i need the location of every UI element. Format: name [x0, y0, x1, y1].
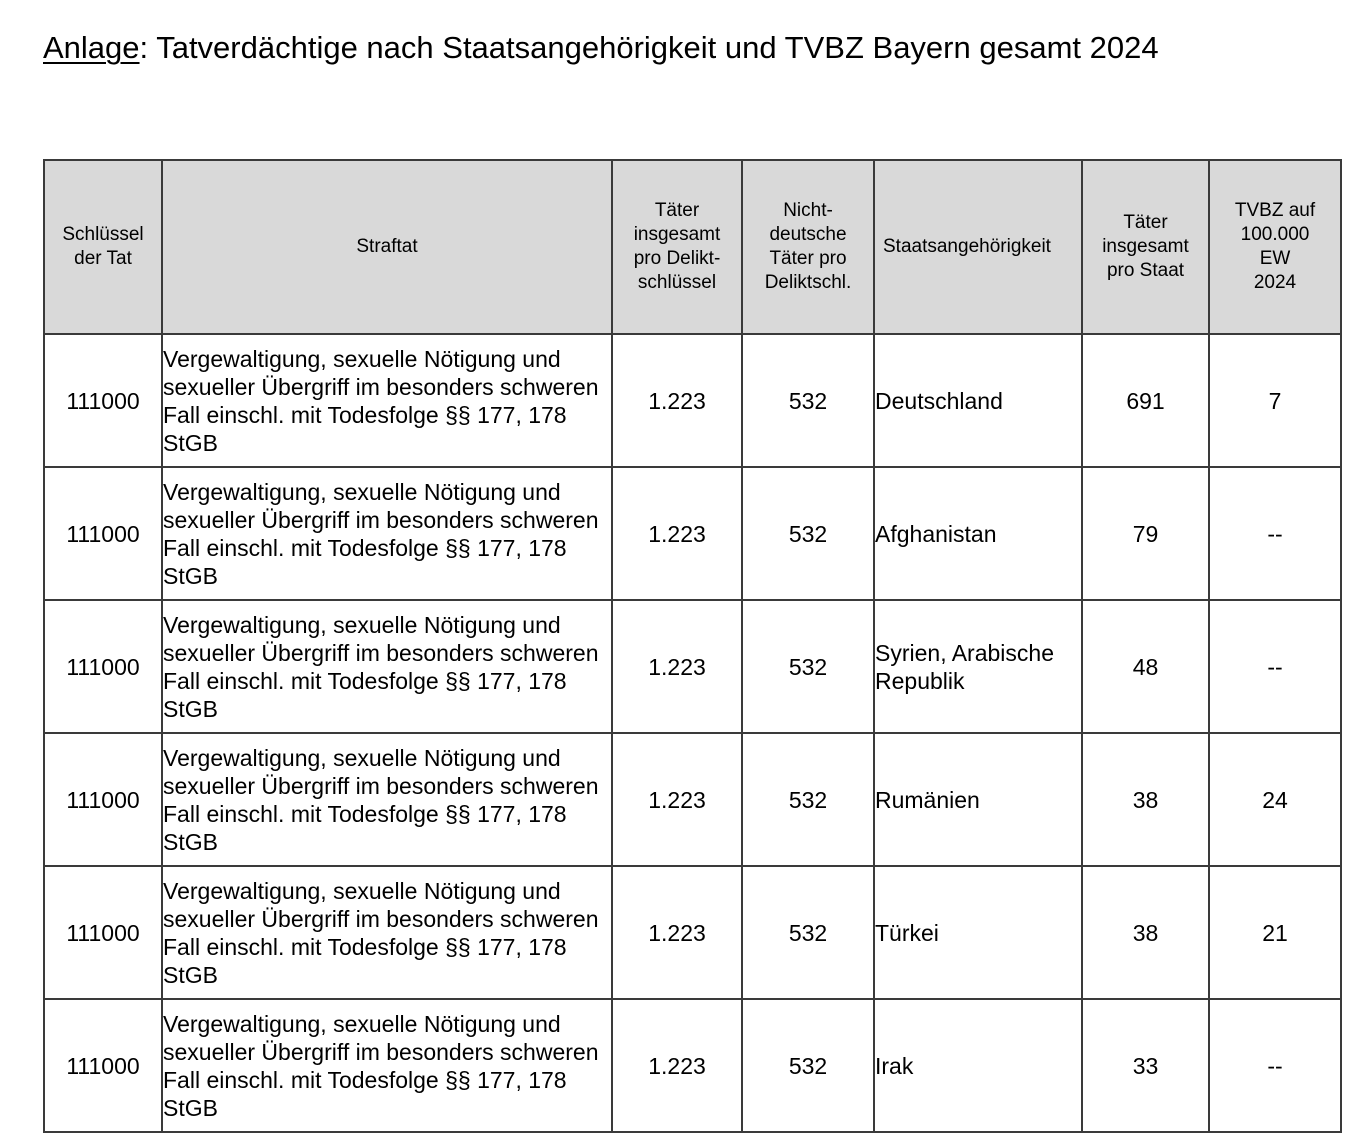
page-title: [43, 28, 1159, 68]
cell-key: 111000: [44, 999, 162, 1132]
header-total-per-state: Täter insgesamt pro Staat: [1082, 160, 1209, 334]
cell-total-per-key: 1.223: [612, 600, 742, 733]
cell-non-german: 532: [742, 334, 874, 467]
table-row: [44, 600, 1341, 733]
table-row: [44, 999, 1341, 1132]
cell-key: 111000: [44, 334, 162, 467]
cell-total-per-state: 38: [1082, 866, 1209, 999]
header-offense: Straftat: [162, 160, 612, 334]
cell-tvbz: 24: [1209, 733, 1341, 866]
cell-key: 111000: [44, 866, 162, 999]
cell-tvbz: --: [1209, 467, 1341, 600]
title-prefix: Anlage: [43, 30, 140, 65]
cell-total-per-state: 79: [1082, 467, 1209, 600]
header-total-per-key: Täter insgesamt pro Delikt- schlüssel: [612, 160, 742, 334]
cell-total-per-state: 48: [1082, 600, 1209, 733]
cell-offense: Vergewaltigung, sexuelle Nötigung und sexueller Übergriff im besonders schweren Fall einschl. mit Todesfolge §§ 177, 178 StGB: [162, 600, 612, 733]
title-text: : Tatverdächtige nach Staatsangehörigkeit und TVBZ Bayern gesamt 2024: [139, 30, 1159, 65]
cell-offense: Vergewaltigung, sexuelle Nötigung und sexueller Übergriff im besonders schweren Fall einschl. mit Todesfolge §§ 177, 178 StGB: [162, 467, 612, 600]
cell-tvbz: 21: [1209, 866, 1341, 999]
header-tvbz: TVBZ auf 100.000 EW 2024: [1209, 160, 1341, 334]
offender-table: [43, 159, 1342, 1133]
cell-total-per-state: 691: [1082, 334, 1209, 467]
cell-total-per-key: 1.223: [612, 866, 742, 999]
cell-country: Syrien, Arabische Republik: [874, 600, 1082, 733]
cell-key: 111000: [44, 600, 162, 733]
header-country: Staatsangehörigkeit: [874, 160, 1082, 334]
cell-non-german: 532: [742, 733, 874, 866]
cell-country: Türkei: [874, 866, 1082, 999]
header-key: Schlüssel der Tat: [44, 160, 162, 334]
cell-non-german: 532: [742, 600, 874, 733]
cell-non-german: 532: [742, 999, 874, 1132]
cell-tvbz: --: [1209, 600, 1341, 733]
table-row: [44, 467, 1341, 600]
cell-offense: Vergewaltigung, sexuelle Nötigung und sexueller Übergriff im besonders schweren Fall einschl. mit Todesfolge §§ 177, 178 StGB: [162, 866, 612, 999]
cell-key: 111000: [44, 733, 162, 866]
cell-total-per-key: 1.223: [612, 334, 742, 467]
cell-country: Irak: [874, 999, 1082, 1132]
cell-total-per-key: 1.223: [612, 733, 742, 866]
cell-tvbz: 7: [1209, 334, 1341, 467]
cell-total-per-state: 33: [1082, 999, 1209, 1132]
cell-country: Deutschland: [874, 334, 1082, 467]
table-row: [44, 334, 1341, 467]
cell-country: Afghanistan: [874, 467, 1082, 600]
cell-total-per-key: 1.223: [612, 467, 742, 600]
cell-offense: Vergewaltigung, sexuelle Nötigung und sexueller Übergriff im besonders schweren Fall einschl. mit Todesfolge §§ 177, 178 StGB: [162, 334, 612, 467]
table-row: [44, 866, 1341, 999]
cell-total-per-state: 38: [1082, 733, 1209, 866]
table-row: [44, 733, 1341, 866]
cell-non-german: 532: [742, 467, 874, 600]
cell-offense: Vergewaltigung, sexuelle Nötigung und sexueller Übergriff im besonders schweren Fall einschl. mit Todesfolge §§ 177, 178 StGB: [162, 733, 612, 866]
header-row: [44, 160, 1341, 334]
cell-tvbz: --: [1209, 999, 1341, 1132]
cell-total-per-key: 1.223: [612, 999, 742, 1132]
cell-key: 111000: [44, 467, 162, 600]
cell-country: Rumänien: [874, 733, 1082, 866]
header-non-german: Nicht- deutsche Täter pro Deliktschl.: [742, 160, 874, 334]
cell-offense: Vergewaltigung, sexuelle Nötigung und sexueller Übergriff im besonders schweren Fall einschl. mit Todesfolge §§ 177, 178 StGB: [162, 999, 612, 1132]
cell-non-german: 532: [742, 866, 874, 999]
